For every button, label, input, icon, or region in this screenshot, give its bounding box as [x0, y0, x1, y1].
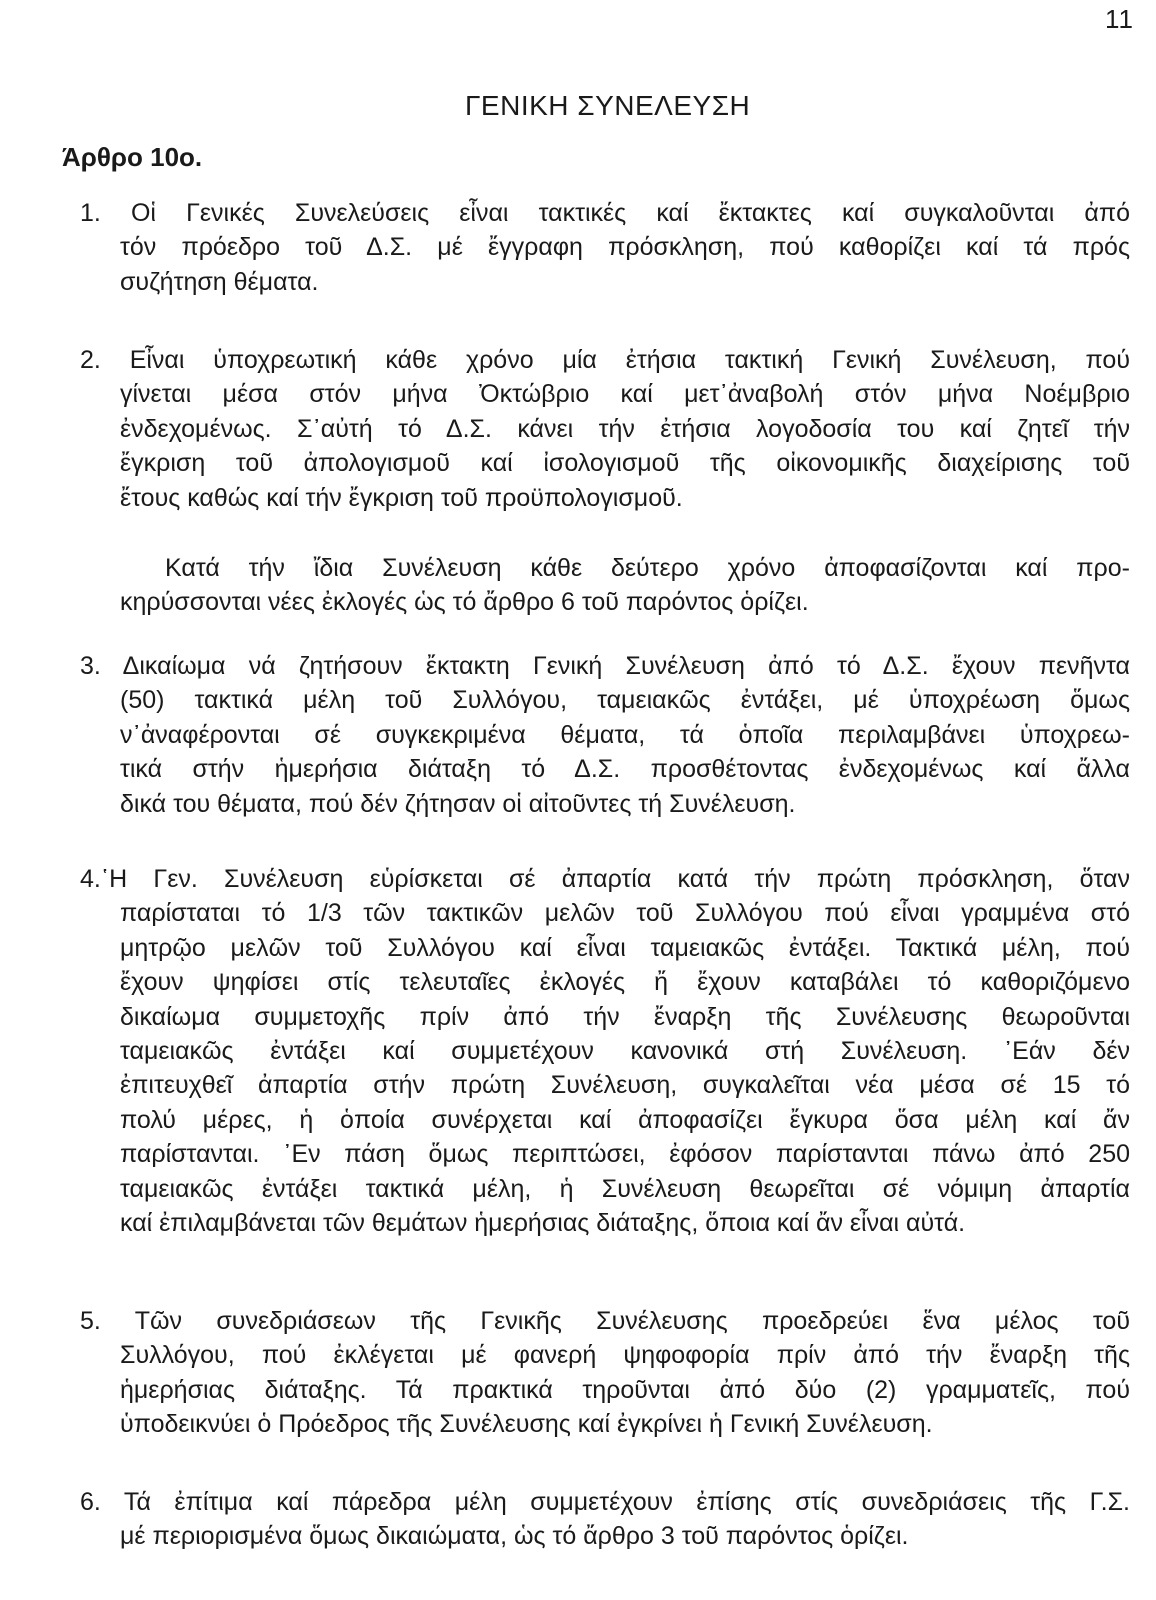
paragraph-line: ταμειακῶς ἐντάξει τακτικά μέλη, ἡ Συνέλευση θεωρεῖται σέ νόμιμη ἀπαρτία: [120, 1174, 1130, 1203]
paragraph-line: ἐνδεχομένως. Σ᾽αὐτή τό Δ.Σ. κάνει τήν ἐτήσια λογοδοσία του καί ζητεῖ τήν: [120, 414, 1130, 443]
paragraph-line: ταμειακῶς ἐντάξει καί συμμετέχουν κανονικά στή Συνέλευση. ᾽Εάν δέν: [120, 1037, 1130, 1066]
paragraph-line: παρίσταται τό 1/3 τῶν τακτικῶν μελῶν τοῦ Συλλόγου πού εἶναι γραμμένα στό: [120, 899, 1130, 928]
paragraph-2-continuation: [120, 551, 1130, 620]
paragraph-line: ἡμερήσιας διάταξης. Τά πρακτικά τηροῦνται ἀπό δύο (2) γραμματεῖς, πού: [120, 1375, 1130, 1404]
paragraph-line: 5. Τῶν συνεδριάσεων τῆς Γενικῆς Συνέλευσης προεδρεύει ἕνα μέλος τοῦ: [80, 1307, 1130, 1335]
paragraph-line: συζήτηση θέματα.: [120, 267, 319, 296]
paragraph-line: ἔγκριση τοῦ ἀπολογισμοῦ καί ἰσολογισμοῦ τῆς οἰκονομικῆς διαχείρισης τοῦ: [120, 449, 1130, 478]
paragraph-6: [80, 1485, 1130, 1554]
paragraph-line: πολύ μέρες, ἡ ὁποία συνέρχεται καί ἀποφασίζει ἔγκυρα ὅσα μέλη καί ἄν: [120, 1105, 1130, 1134]
paragraph-line: παρίστανται. ᾽Εν πάση ὅμως περιπτώσει, ἐφόσον παρίστανται πάνω ἀπό 250: [120, 1140, 1130, 1169]
paragraph-line: ἔτους καθώς καί τήν ἔγκριση τοῦ προϋπολογισμοῦ.: [120, 483, 683, 512]
paragraph-line: ἔχουν ψηφίσει στίς τελευταῖες ἐκλογές ἤ ἔχουν καταβάλει τό καθοριζόμενο: [120, 968, 1130, 997]
paragraph-line: Συλλόγου, πού ἐκλέγεται μέ φανερή ψηφοφορία πρίν ἀπό τήν ἔναρξη τῆς: [120, 1341, 1130, 1370]
paragraph-line: δικά του θέματα, πού δέν ζήτησαν οἱ αἰτοῦντες τή Συνέλευση.: [120, 789, 796, 818]
paragraph-line: τόν πρόεδρο τοῦ Δ.Σ. μέ ἔγγραφη πρόσκληση, πού καθορίζει καί τά πρός: [120, 233, 1130, 262]
paragraph-line: γίνεται μέσα στόν μήνα Ὀκτώβριο καί μετ᾽ἀναβολή στόν μήνα Νοέμβριο: [120, 380, 1130, 409]
page-number: 11: [1105, 4, 1134, 34]
paragraph-2: [80, 343, 1130, 515]
paragraph-1: [80, 196, 1130, 299]
paragraph-line: ὑποδεικνύει ὁ Πρόεδρος τῆς Συνέλευσης καί ἐγκρίνει ἡ Γενική Συνέλευση.: [120, 1410, 933, 1439]
paragraph-4: [80, 862, 1130, 1240]
paragraph-line: 2. Εἶναι ὑποχρεωτική κάθε χρόνο μία ἐτήσια τακτική Γενική Συνέλευση, πού: [80, 346, 1130, 374]
paragraph-line: 4.῾Η Γεν. Συνέλευση εὑρίσκεται σέ ἀπαρτία κατά τήν πρώτη πρόσκληση, ὅταν: [80, 865, 1130, 893]
paragraph-line: κηρύσσονται νέες ἐκλογές ὡς τό ἄρθρο 6 τοῦ παρόντος ὁρίζει.: [120, 588, 809, 617]
paragraph-line: τικά στήν ἡμερήσια διάταξη τό Δ.Σ. προσθέτοντας ἐνδεχομένως καί ἄλλα: [120, 755, 1130, 784]
paragraph-line: μέ περιορισμένα ὅμως δικαιώματα, ὡς τό ἄρθρο 3 τοῦ παρόντος ὁρίζει.: [120, 1522, 909, 1551]
section-heading: ΓΕΝΙΚΗ ΣΥΝΕΛΕΥΣΗ: [465, 90, 751, 121]
paragraph-line: ν᾽ἀναφέρονται σέ συγκεκριμένα θέματα, τά ὁποῖα περιλαμβάνει ὑποχρεω-: [120, 720, 1130, 749]
paragraph-line: δικαίωμα συμμετοχῆς πρίν ἀπό τήν ἔναρξη τῆς Συνέλευσης θεωροῦνται: [120, 1002, 1130, 1031]
paragraph-line: Κατά τήν ἴδια Συνέλευση κάθε δεύτερο χρόνο ἀποφασίζονται καί προ-: [165, 554, 1130, 582]
paragraph-line: ἐπιτευχθεῖ ἀπαρτία στήν πρώτη Συνέλευση, συγκαλεῖται νέα μέσα σέ 15 τό: [120, 1071, 1130, 1100]
paragraph-line: 3. Δικαίωμα νά ζητήσουν ἔκτακτη Γενική Συνέλευση ἀπό τό Δ.Σ. ἔχουν πενῆντα: [80, 652, 1130, 680]
paragraph-5: [80, 1304, 1130, 1442]
paragraph-line: (50) τακτικά μέλη τοῦ Συλλόγου, ταμειακῶς ἐντάξει, μέ ὑποχρέωση ὅμως: [120, 686, 1130, 715]
paragraph-line: 6. Τά ἐπίτιμα καί πάρεδρα μέλη συμμετέχουν ἐπίσης στίς συνεδριάσεις τῆς Γ.Σ.: [80, 1488, 1130, 1516]
paragraph-line: μητρῷο μελῶν τοῦ Συλλόγου καί εἶναι ταμειακῶς ἐντάξει. Τακτικά μέλη, πού: [120, 933, 1130, 962]
paragraph-line: καί ἐπιλαμβάνεται τῶν θεμάτων ἡμερήσιας διάταξης, ὅποια καί ἄν εἶναι αὐτά.: [120, 1209, 966, 1238]
paragraph-line: 1. Οἱ Γενικές Συνελεύσεις εἶναι τακτικές καί ἔκτακτες καί συγκαλοῦνται ἀπό: [80, 199, 1130, 227]
article-title: Άρθρο 10ο.: [62, 142, 203, 172]
paragraph-3: [80, 649, 1130, 821]
